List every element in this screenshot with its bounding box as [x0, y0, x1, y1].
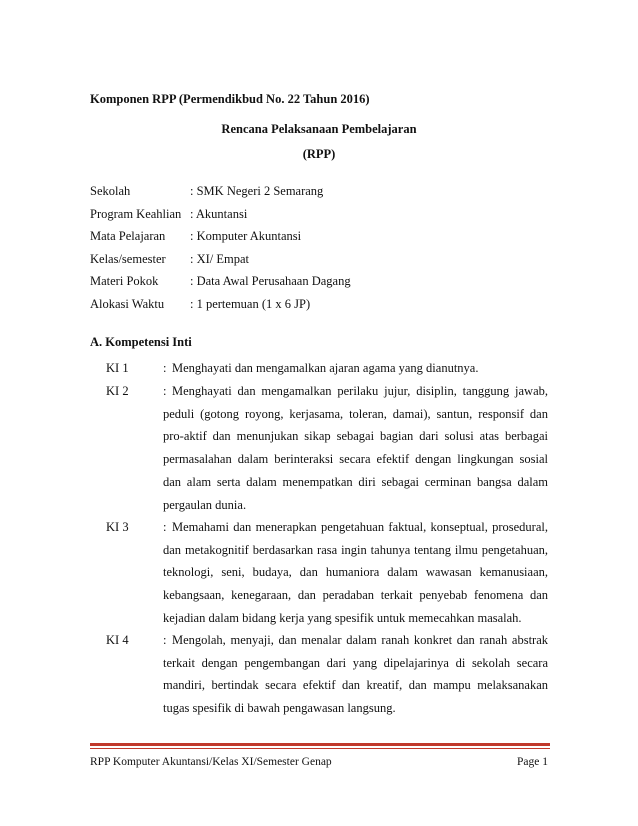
identity-value: : Akuntansi	[190, 206, 248, 221]
ki-colon: :	[163, 633, 167, 647]
ki-text: Menghayati dan mengamalkan ajaran agama yang dianutnya.	[172, 361, 479, 375]
ki-colon: :	[163, 361, 167, 375]
document-subtitle: (RPP)	[302, 147, 336, 161]
identity-label: Sekolah	[90, 184, 131, 198]
ki-code: KI 2	[106, 384, 129, 398]
identity-value: : 1 pertemuan (1 x 6 JP)	[190, 296, 311, 311]
ki-colon: :	[163, 384, 167, 398]
section-title: A. Kompetensi Inti	[90, 335, 192, 349]
document-title: Rencana Pelaksanaan Pembelajaran	[221, 122, 417, 136]
identity-value: : SMK Negeri 2 Semarang	[190, 184, 324, 198]
ki-colon: :	[163, 520, 167, 534]
identity-label: Mata Pelajaran	[90, 229, 166, 243]
identity-row	[90, 252, 351, 275]
identity-label: Program Keahlian	[90, 206, 182, 221]
identity-label: Materi Pokok	[90, 274, 159, 288]
identity-row	[90, 229, 351, 252]
identity-row	[90, 207, 351, 230]
document-heading: Komponen RPP (Permendikbud No. 22 Tahun 2016)	[90, 92, 370, 106]
identity-row	[90, 274, 351, 297]
footer-text: RPP Komputer Akuntansi/Kelas XI/Semester Genap	[90, 756, 332, 768]
identity-value: : Data Awal Perusahaan Dagang	[190, 274, 351, 288]
footer-rule-thick	[90, 743, 550, 746]
page-number: Page 1	[517, 756, 548, 768]
ki-text: Mengolah, menyaji, dan menalar dalam ranah konkret dan ranah abstrak terkait dengan pengembangan dari yang dipelajarinya di sekolah secara mandiri, bertindak secara efektif dan kreatif, dan mampu melaksanakan tugas spesifik di bawah pengawasan langsung.	[163, 633, 548, 716]
identity-value: : Komputer Akuntansi	[190, 229, 302, 243]
footer-rule-thin	[90, 748, 550, 749]
ki-code: KI 4	[106, 633, 129, 647]
identity-row	[90, 297, 351, 320]
identity-label: Alokasi Waktu	[90, 296, 165, 311]
identity-table	[90, 184, 351, 319]
identity-value: : XI/ Empat	[190, 251, 250, 266]
ki-code: KI 3	[106, 520, 129, 534]
ki-text: Memahami dan menerapkan pengetahuan faktual, konseptual, prosedural, dan metakognitif berdasarkan rasa ingin tahunya tentang ilmu pengetahuan, teknologi, seni, budaya, dan humaniora dalam wawasan kemanusiaan, kebangsaan, kenegaraan, dan peradaban terkait penyebab fenomena dan kejadian dalam bidang kerja yang spesifik untuk memecahkan masalah.	[163, 520, 548, 625]
ki-code: KI 1	[106, 361, 129, 375]
identity-label: Kelas/semester	[90, 251, 166, 266]
identity-row	[90, 184, 351, 207]
ki-text: Menghayati dan mengamalkan perilaku jujur, disiplin, tanggung jawab, peduli (gotong royong, kerjasama, toleran, damai), santun, responsif dan pro-aktif dan menunjukan sikap sebagai bagian dari solusi atas berbagai permasalahan dalam berinteraksi secara efektif dengan lingkungan sosial dan alam serta dalam menempatkan diri sebagai cerminan bangsa dalam pergaulan dunia.	[163, 384, 548, 512]
